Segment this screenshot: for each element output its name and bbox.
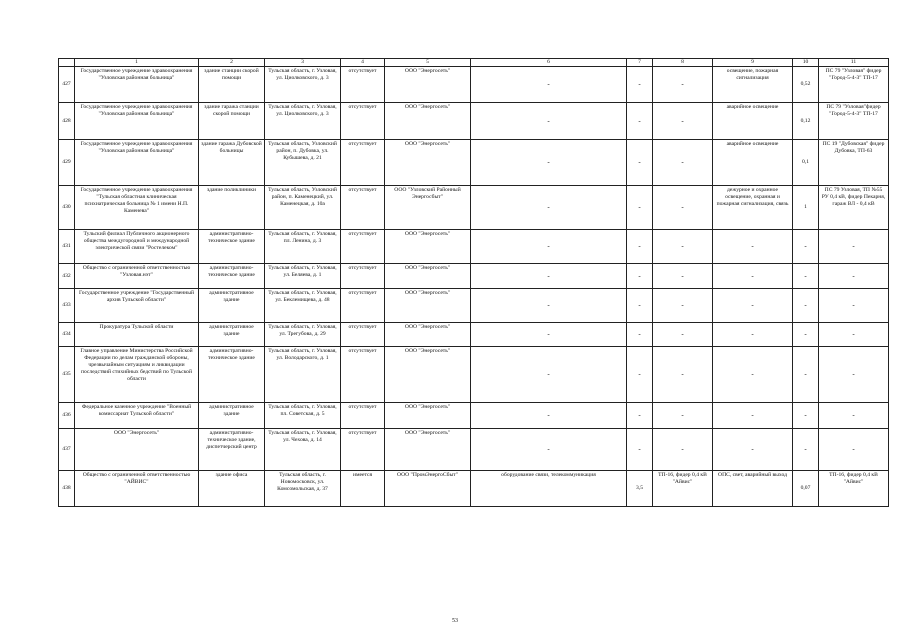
table-body bbox=[59, 59, 889, 507]
cell-col-11: - bbox=[819, 230, 889, 264]
table-row bbox=[59, 103, 889, 140]
cell-col-9: аварийное освещение bbox=[713, 140, 793, 186]
row-number: 432 bbox=[59, 264, 75, 289]
cell-col-6: - bbox=[471, 403, 627, 429]
cell-col-6: - bbox=[471, 230, 627, 264]
cell-col-3: Тульская область, Узловский район, п. Дубовка, ул. Кубышева, д. 21 bbox=[265, 140, 341, 186]
cell-col-4: отсутствует bbox=[341, 429, 385, 471]
cell-col-10: 1 bbox=[793, 186, 819, 230]
cell-col-11: ПС 79 "Узловая" фидер "Город-5-4-3" ТП-17 bbox=[819, 67, 889, 103]
cell-col-7: - bbox=[627, 429, 653, 471]
cell-col-11: ПС 79 Узловая, ТП №55 РУ 0,4 кВ, фидер Пекарня, гараж ВЛ - 0,4 кВ bbox=[819, 186, 889, 230]
cell-col-8: - bbox=[653, 429, 713, 471]
page-number: 53 bbox=[452, 618, 458, 624]
cell-col-11: - bbox=[819, 264, 889, 289]
header-cell: 1 bbox=[75, 59, 199, 67]
cell-col-2: здание поликлиники bbox=[199, 186, 265, 230]
cell-col-8: - bbox=[653, 347, 713, 403]
cell-col-1: Государственное учреждение "Государственный архив Тульской области" bbox=[75, 289, 199, 323]
cell-col-7: - bbox=[627, 264, 653, 289]
cell-col-2: административное здание bbox=[199, 323, 265, 347]
cell-col-5: ООО "Энергосеть" bbox=[385, 264, 471, 289]
cell-col-5: ООО "Узловский Районный Энергосбыт" bbox=[385, 186, 471, 230]
header-cell: 9 bbox=[713, 59, 793, 67]
cell-col-10: - bbox=[793, 403, 819, 429]
cell-col-6: - bbox=[471, 140, 627, 186]
cell-col-7: 3,5 bbox=[627, 471, 653, 507]
cell-col-5: ООО "Энергосеть" bbox=[385, 429, 471, 471]
cell-col-4: отсутствует bbox=[341, 323, 385, 347]
header-cell: 11 bbox=[819, 59, 889, 67]
table-row bbox=[59, 67, 889, 103]
cell-col-4: отсутствует bbox=[341, 230, 385, 264]
table-row bbox=[59, 471, 889, 507]
cell-col-1: Прокуратура Тульской области bbox=[75, 323, 199, 347]
cell-col-4: отсутствует bbox=[341, 264, 385, 289]
header-cell: 6 bbox=[471, 59, 627, 67]
cell-col-1: Федеральное казенное учреждение "Военный комиссариат Тульской области" bbox=[75, 403, 199, 429]
cell-col-5: ООО "Энергосеть" bbox=[385, 289, 471, 323]
cell-col-4: отсутствует bbox=[341, 403, 385, 429]
cell-col-10: - bbox=[793, 289, 819, 323]
cell-col-8: - bbox=[653, 67, 713, 103]
cell-col-3: Тульская область, г. Узловая, ул. Чехова, д. 14 bbox=[265, 429, 341, 471]
cell-col-1: Государственное учреждение здравоохранения "Узловская районная больница" bbox=[75, 140, 199, 186]
cell-col-2: административное здание bbox=[199, 403, 265, 429]
header-cell: 8 bbox=[653, 59, 713, 67]
table-row bbox=[59, 429, 889, 471]
cell-col-8: - bbox=[653, 264, 713, 289]
cell-col-11: - bbox=[819, 323, 889, 347]
cell-col-4: отсутствует bbox=[341, 67, 385, 103]
cell-col-11: - bbox=[819, 289, 889, 323]
cell-col-6: - bbox=[471, 186, 627, 230]
cell-col-2: здание офиса bbox=[199, 471, 265, 507]
cell-col-5: ООО "Энергосеть" bbox=[385, 323, 471, 347]
cell-col-11: - bbox=[819, 429, 889, 471]
cell-col-8: - bbox=[653, 103, 713, 140]
cell-col-10: 0,12 bbox=[793, 103, 819, 140]
cell-col-1: Государственное учреждение здравоохранения "Узловская районная больница" bbox=[75, 67, 199, 103]
cell-col-8: ТП-16, фидер 0,4 кВ "Айвис" bbox=[653, 471, 713, 507]
cell-col-3: Тульская область, г. Узловая, ул. Циолковского, д. 3 bbox=[265, 67, 341, 103]
cell-col-2: административно-техническое здание bbox=[199, 230, 265, 264]
row-number: 430 bbox=[59, 186, 75, 230]
cell-col-5: ООО "Энергосеть" bbox=[385, 230, 471, 264]
row-number: 433 bbox=[59, 289, 75, 323]
header-cell: 5 bbox=[385, 59, 471, 67]
cell-col-9: - bbox=[713, 347, 793, 403]
header-cell: 2 bbox=[199, 59, 265, 67]
cell-col-1: Государственное учреждение здравоохранения "Узловская районная больница" bbox=[75, 103, 199, 140]
cell-col-6: - bbox=[471, 429, 627, 471]
row-number: 431 bbox=[59, 230, 75, 264]
cell-col-6: оборудование связи, телекоммуникация bbox=[471, 471, 627, 507]
cell-col-9: - bbox=[713, 289, 793, 323]
cell-col-8: - bbox=[653, 403, 713, 429]
cell-col-10: 0,1 bbox=[793, 140, 819, 186]
cell-col-8: - bbox=[653, 186, 713, 230]
cell-col-7: - bbox=[627, 323, 653, 347]
cell-col-3: Тульская область, г. Узловая, ул. Беклемищева, д. 48 bbox=[265, 289, 341, 323]
cell-col-6: - bbox=[471, 67, 627, 103]
cell-col-1: Общество с ограниченной ответственностью "АЙВИС" bbox=[75, 471, 199, 507]
cell-col-5: ООО "Энергосеть" bbox=[385, 140, 471, 186]
row-number: 429 bbox=[59, 140, 75, 186]
cell-col-9: - bbox=[713, 429, 793, 471]
cell-col-7: - bbox=[627, 140, 653, 186]
cell-col-6: - bbox=[471, 264, 627, 289]
header-blank bbox=[59, 59, 75, 67]
cell-col-7: - bbox=[627, 289, 653, 323]
cell-col-1: ООО "Энергосеть" bbox=[75, 429, 199, 471]
table-row bbox=[59, 289, 889, 323]
cell-col-9: ОПС, свет, аварийный выход bbox=[713, 471, 793, 507]
cell-col-2: административное здание bbox=[199, 289, 265, 323]
cell-col-3: Тульская область, г. Новомосковск, ул. Комсомольская, д. 37 bbox=[265, 471, 341, 507]
cell-col-5: ООО "Энергосеть" bbox=[385, 403, 471, 429]
cell-col-7: - bbox=[627, 230, 653, 264]
cell-col-5: ООО "Энергосеть" bbox=[385, 67, 471, 103]
cell-col-10: - bbox=[793, 429, 819, 471]
cell-col-10: - bbox=[793, 323, 819, 347]
cell-col-2: административно-техническое здание bbox=[199, 264, 265, 289]
cell-col-7: - bbox=[627, 403, 653, 429]
cell-col-8: - bbox=[653, 140, 713, 186]
cell-col-2: административно-техническое здание bbox=[199, 347, 265, 403]
cell-col-9: - bbox=[713, 264, 793, 289]
cell-col-2: здание гаража Дубовской больницы bbox=[199, 140, 265, 186]
cell-col-5: ООО "ПромЭнергоСбыт" bbox=[385, 471, 471, 507]
row-number: 437 bbox=[59, 429, 75, 471]
cell-col-6: - bbox=[471, 289, 627, 323]
cell-col-3: Тульская область, г. Узловая, пл. Ленина, д. 3 bbox=[265, 230, 341, 264]
table-row bbox=[59, 140, 889, 186]
cell-col-11: ПС 79 "Узловая"фидер "Город-5-4-3" ТП-17 bbox=[819, 103, 889, 140]
cell-col-10: - bbox=[793, 347, 819, 403]
row-number: 436 bbox=[59, 403, 75, 429]
cell-col-4: отсутствует bbox=[341, 347, 385, 403]
cell-col-8: - bbox=[653, 289, 713, 323]
cell-col-10: - bbox=[793, 264, 819, 289]
row-number: 435 bbox=[59, 347, 75, 403]
row-number: 428 bbox=[59, 103, 75, 140]
header-cell: 10 bbox=[793, 59, 819, 67]
register-table bbox=[58, 58, 889, 507]
row-number: 434 bbox=[59, 323, 75, 347]
cell-col-8: - bbox=[653, 323, 713, 347]
cell-col-1: Государственное учреждение здравоохранения "Тульская областная клиническая психиатрическая больница № 1 имени Н.П. Каменева" bbox=[75, 186, 199, 230]
cell-col-2: здание станции скорой помощи bbox=[199, 67, 265, 103]
row-number: 438 bbox=[59, 471, 75, 507]
cell-col-8: - bbox=[653, 230, 713, 264]
cell-col-3: Тульская область, Узловский район, п. Каменецкий, ул. Каменецкая, д. 10а bbox=[265, 186, 341, 230]
table-row bbox=[59, 403, 889, 429]
header-cell: 4 bbox=[341, 59, 385, 67]
cell-col-5: ООО "Энергосеть" bbox=[385, 103, 471, 140]
cell-col-9: - bbox=[713, 323, 793, 347]
cell-col-11: ТП-16, фидер 0,4 кВ "Айвис" bbox=[819, 471, 889, 507]
cell-col-1: Общество с ограниченной ответственностью "Узловая.нэт" bbox=[75, 264, 199, 289]
cell-col-4: отсутствует bbox=[341, 140, 385, 186]
cell-col-11: - bbox=[819, 403, 889, 429]
cell-col-6: - bbox=[471, 103, 627, 140]
row-number: 427 bbox=[59, 67, 75, 103]
table-row bbox=[59, 347, 889, 403]
cell-col-7: - bbox=[627, 103, 653, 140]
cell-col-9: - bbox=[713, 230, 793, 264]
cell-col-4: имеется bbox=[341, 471, 385, 507]
cell-col-9: освещение, пожарная сигнализация bbox=[713, 67, 793, 103]
cell-col-7: - bbox=[627, 67, 653, 103]
table-row bbox=[59, 323, 889, 347]
table-row bbox=[59, 264, 889, 289]
cell-col-5: ООО "Энергосеть" bbox=[385, 347, 471, 403]
cell-col-3: Тульская область, г. Узловая, ул. Циолковского, д. 3 bbox=[265, 103, 341, 140]
header-row bbox=[59, 59, 889, 67]
cell-col-9: - bbox=[713, 403, 793, 429]
cell-col-7: - bbox=[627, 347, 653, 403]
cell-col-4: отсутствует bbox=[341, 103, 385, 140]
cell-col-2: административно-техническое здание, диспетчерский центр bbox=[199, 429, 265, 471]
cell-col-4: отсутствует bbox=[341, 186, 385, 230]
cell-col-9: дежурное и охранное освещение, охранная и пожарная сигнализация, связь bbox=[713, 186, 793, 230]
cell-col-6: - bbox=[471, 347, 627, 403]
cell-col-10: 0,07 bbox=[793, 471, 819, 507]
cell-col-1: Тульский филиал Публичного акционерного общества междугородной и международной электрической связи "Ростелеком" bbox=[75, 230, 199, 264]
table-row bbox=[59, 230, 889, 264]
cell-col-3: Тульская область, г. Узловая, ул. Трегубова, д. 29 bbox=[265, 323, 341, 347]
header-cell: 3 bbox=[265, 59, 341, 67]
cell-col-1: Главное управление Министерства Российской Федерации по делам гражданской обороны, чрезвычайным ситуациям и ликвидации последствий стихийных бедствий по Тульской области bbox=[75, 347, 199, 403]
cell-col-3: Тульская область, г. Узловая, ул. Беляева, д. 1 bbox=[265, 264, 341, 289]
cell-col-2: здание гаража станции скорой помощи bbox=[199, 103, 265, 140]
header-cell: 7 bbox=[627, 59, 653, 67]
cell-col-11: - bbox=[819, 347, 889, 403]
cell-col-10: - bbox=[793, 230, 819, 264]
cell-col-3: Тульская область, г. Узловая, пл. Советская, д. 5 bbox=[265, 403, 341, 429]
cell-col-10: 0,52 bbox=[793, 67, 819, 103]
cell-col-7: - bbox=[627, 186, 653, 230]
cell-col-4: отсутствует bbox=[341, 289, 385, 323]
cell-col-11: ПС 19 "Дубовская" фидер Дубовка, ТП-63 bbox=[819, 140, 889, 186]
table-row bbox=[59, 186, 889, 230]
cell-col-3: Тульская область, г. Узловая, ул. Володарского, д. 1 bbox=[265, 347, 341, 403]
cell-col-6: - bbox=[471, 323, 627, 347]
cell-col-9: аварийное освещение bbox=[713, 103, 793, 140]
